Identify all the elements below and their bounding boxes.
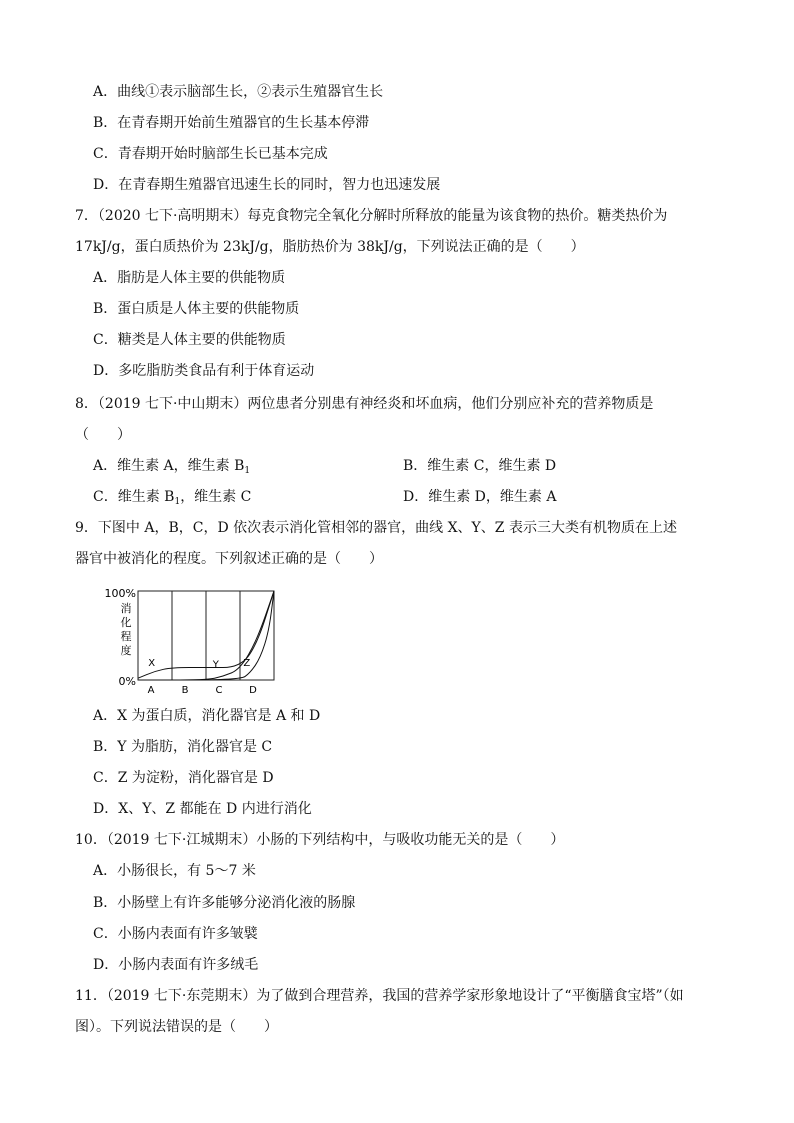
- q8-option-c-tail: ，维生素 C: [180, 489, 252, 505]
- q10-option-c: C．小肠内表面有许多皱襞: [93, 926, 258, 942]
- q10-option-d: D．小肠内表面有许多绒毛: [93, 957, 259, 973]
- q7-stem-line1: 7．（2020 七下·高明期末）每克食物完全氧化分解时所释放的能量为该食物的热价。糖类热价为: [75, 208, 668, 224]
- q9-option-b: B．Y 为脂肪，消化器官是 C: [93, 739, 273, 755]
- curve-label-Z: Z: [243, 657, 251, 669]
- q6-option-d: D．在青春期生殖器官迅速生长的同时，智力也迅速发展: [93, 177, 441, 193]
- curve-labels: [148, 658, 250, 671]
- curve-label-X: X: [148, 657, 156, 669]
- category-label-D: D: [249, 685, 257, 696]
- digestion-chart: [104, 584, 288, 696]
- q6-option-b: B．在青春期开始前生殖器官的生长基本停滞: [93, 115, 370, 131]
- q8-stem-line1: 8．（2019 七下·中山期末）两位患者分别患有神经炎和坏血病，他们分别应补充的营养物质是: [75, 396, 654, 412]
- q8-stem-line2: （ ）: [75, 427, 131, 443]
- q8-option-c-text: C．维生素 B: [93, 489, 175, 505]
- q8-option-b: B．维生素 C，维生素 D: [403, 458, 557, 474]
- q9-option-d: D．X、Y、Z 都能在 D 内进行消化: [93, 801, 312, 817]
- q7-option-b: B．蛋白质是人体主要的供能物质: [93, 301, 300, 317]
- curve-label-Y: Y: [212, 659, 219, 671]
- q9-stem-line2: 器官中被消化的程度。下列叙述正确的是（ ）: [75, 551, 383, 567]
- q9-stem-line1: 9．下图中 A，B，C，D 依次表示消化管相邻的器官，曲线 X、Y、Z 表示三大类有机物质在上述: [75, 520, 677, 536]
- category-label-C: C: [215, 685, 223, 696]
- q10-stem: 10．（2019 七下·江城期末）小肠的下列结构中，与吸收功能无关的是（ ）: [75, 832, 565, 848]
- y-axis-label: [121, 601, 132, 657]
- q9-option-a: A．X 为蛋白质，消化器官是 A 和 D: [93, 708, 321, 724]
- x-axis-labels: [148, 685, 258, 696]
- q7-option-d: D．多吃脂肪类食品有利于体育运动: [93, 363, 315, 379]
- q8-option-a-text: A．维生素 A，维生素 B: [93, 458, 245, 474]
- q11-stem-line1: 11．（2019 七下·东莞期末）为了做到合理营养，我国的营养学家形象地设计了“平衡膳食宝塔”（如: [75, 988, 684, 1004]
- q8-option-a-subscript: 1: [244, 466, 251, 476]
- q8-option-c-subscript: 1: [174, 497, 181, 507]
- q6-option-a: A．曲线①表示脑部生长，②表示生殖器官生长: [93, 84, 384, 100]
- q8-option-a: [93, 456, 250, 481]
- q10-option-b: B．小肠壁上有许多能够分泌消化液的肠腺: [93, 895, 356, 911]
- q8-option-d: D．维生素 D，维生素 A: [403, 489, 557, 505]
- q7-stem-line2: 17kJ/g，蛋白质热价为 23kJ/g，脂肪热价为 38kJ/g，下列说法正确的是（ ）: [75, 239, 585, 255]
- y-bottom-label: 0%: [118, 675, 136, 688]
- category-label-B: B: [181, 685, 189, 696]
- q7-option-a: A．脂肪是人体主要的供能物质: [93, 270, 286, 286]
- q10-option-a: A．小肠很长，有 5～7 米: [93, 863, 256, 879]
- q11-stem-line2: 图）。下列说法错误的是（ ）: [75, 1019, 278, 1035]
- y-axis-label-text: 消化程度: [120, 602, 132, 657]
- category-label-A: A: [147, 685, 155, 696]
- q6-option-c: C．青春期开始时脑部生长已基本完成: [93, 146, 328, 162]
- y-top-label: 100%: [104, 587, 136, 600]
- q8-option-c: [93, 487, 251, 512]
- q7-option-c: C．糖类是人体主要的供能物质: [93, 332, 286, 348]
- q9-option-c: C．Z 为淀粉，消化器官是 D: [93, 770, 274, 786]
